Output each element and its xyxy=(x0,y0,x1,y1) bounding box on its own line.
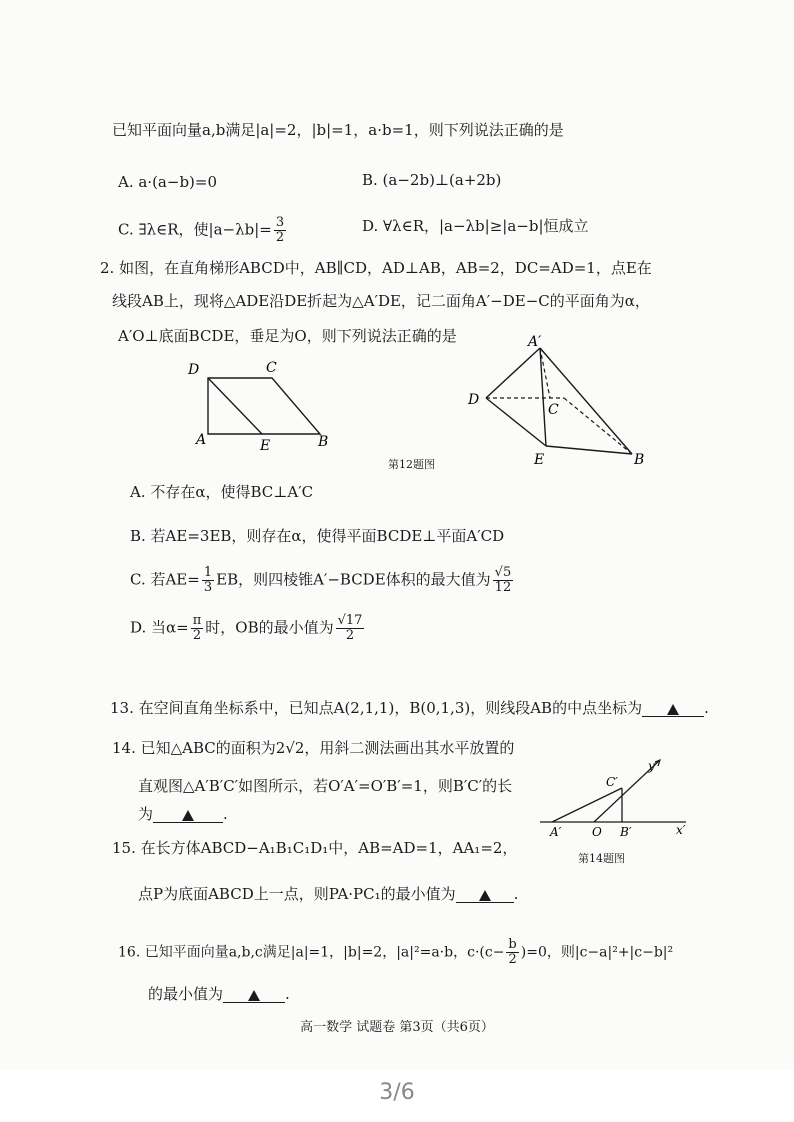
q12-figure-pyramid xyxy=(460,334,660,470)
q11-stem: 已知平面向量a,b满足|a|=2，|b|=1，a·b=1，则下列说法正确的是 xyxy=(112,121,564,139)
q12-option-b: B. 若AE=3EB，则存在α，使得平面BCDE⊥平面A′CD xyxy=(130,527,505,545)
fig14-label-y-prime: y′ xyxy=(648,759,658,773)
fig14-label-b-prime: B′ xyxy=(620,825,632,839)
q12-option-a: A. 不存在α，使得BC⊥A′C xyxy=(130,483,314,501)
fig12-left-label-d: D xyxy=(188,362,200,378)
fig12-right-label-b: B xyxy=(634,452,645,468)
q14-figure xyxy=(536,756,696,842)
page-indicator: 3/6 xyxy=(379,1080,415,1105)
q12-figure-caption: 第12题图 xyxy=(388,458,435,471)
fig14-label-x-prime: x′ xyxy=(676,823,686,837)
triangle-icon xyxy=(667,704,679,715)
q11-option-d: D. ∀λ∈R，|a−λb|≥|a−b|恒成立 xyxy=(362,217,589,235)
fig12-right-label-e: E xyxy=(534,452,545,468)
q12-option-d: D. 当α= $\frac{\pi}{2}$ 时，OB的最小值为 $\frac{√17}{2}$ xyxy=(130,613,363,643)
q12-figure-trapezoid xyxy=(180,356,350,456)
fig12-right-label-d: D xyxy=(468,392,480,408)
page-footer: 高一数学 试题卷 第3页（共6页） xyxy=(300,1020,494,1035)
q14-line1: 14. 已知△ABC的面积为2√2，用斜二测法画出其水平放置的 xyxy=(112,739,515,757)
fig14-label-o: O xyxy=(592,825,602,839)
q11-option-c xyxy=(118,216,288,245)
q12-line2: 线段AB上，现将△ADE沿DE折起为△A′DE，记二面角A′−DE−C的平面角为α， xyxy=(112,292,650,310)
q13-answer-blank[interactable] xyxy=(642,698,704,717)
fig12-right-label-a-prime: A′ xyxy=(528,334,542,350)
q12-line1-text: 如图，在直角梯形ABCD中，AB∥CD，AD⊥AB，AB=2，DC=AD=1，点E在 xyxy=(119,259,652,277)
q14-line3: 为 . xyxy=(138,805,228,823)
fig14-label-a-prime: A′ xyxy=(550,825,562,839)
q16-line2: 的最小值为 . xyxy=(148,985,290,1003)
fig14-label-c-prime: C′ xyxy=(606,775,618,789)
q15-answer-blank[interactable] xyxy=(456,884,514,903)
q13-text: 13. 在空间直角坐标系中，已知点A(2,1,1)，B(0,1,3)，则线段AB的中点坐标为 xyxy=(110,699,643,717)
q12-number: 2. xyxy=(100,259,115,277)
q13: 13. 在空间直角坐标系中，已知点A(2,1,1)，B(0,1,3)，则线段AB的中点坐标为 . xyxy=(110,699,709,717)
q11-option-b: B. (a−2b)⊥(a+2b) xyxy=(362,171,502,189)
q14-answer-blank[interactable] xyxy=(153,804,223,823)
q14-figure-caption: 第14题图 xyxy=(578,852,625,865)
q15-line1: 15. 在长方体ABCD−A₁B₁C₁D₁中，AB=AD=1，AA₁=2， xyxy=(112,839,518,857)
q12-line3: A′O⊥底面BCDE，垂足为O，则下列说法正确的是 xyxy=(118,327,457,345)
triangle-icon xyxy=(182,810,194,821)
fig12-left-label-c: C xyxy=(266,360,277,376)
q12-line1 xyxy=(100,258,652,278)
q15-line2: 点P为底面ABCD上一点，则PA·PC₁的最小值为 . xyxy=(138,885,519,903)
q12-option-c: C. 若AE= $\frac{1}{3}$ EB，则四棱锥A′−BCDE体积的最大值为 $\frac{√5}{12}$ xyxy=(130,565,512,595)
fig12-right-label-c: C xyxy=(548,402,559,418)
q14-line2: 直观图△A′B′C′如图所示，若O′A′=O′B′=1，则B′C′的长 xyxy=(138,777,513,795)
q11-option-a: A. a·(a−b)=0 xyxy=(118,173,218,191)
q16-answer-blank[interactable] xyxy=(223,984,285,1003)
q16-line1: 16. 已知平面向量a,b,c满足|a|=1，|b|=2，|a|²=a·b，c·(c− $\frac{b}{2}$ )=0，则|c−a|²+|c−b|² xyxy=(118,937,674,967)
fig12-left-label-b: B xyxy=(318,434,329,450)
q11-option-c-fraction: $\frac{3}{2}$ xyxy=(275,215,285,245)
triangle-icon xyxy=(248,990,260,1001)
triangle-icon xyxy=(479,890,491,901)
q11-option-c-text: C. ∃λ∈R，使|a−λb|= xyxy=(118,220,272,239)
fig12-left-label-e: E xyxy=(260,438,271,454)
fig12-left-label-a: A xyxy=(196,432,207,448)
